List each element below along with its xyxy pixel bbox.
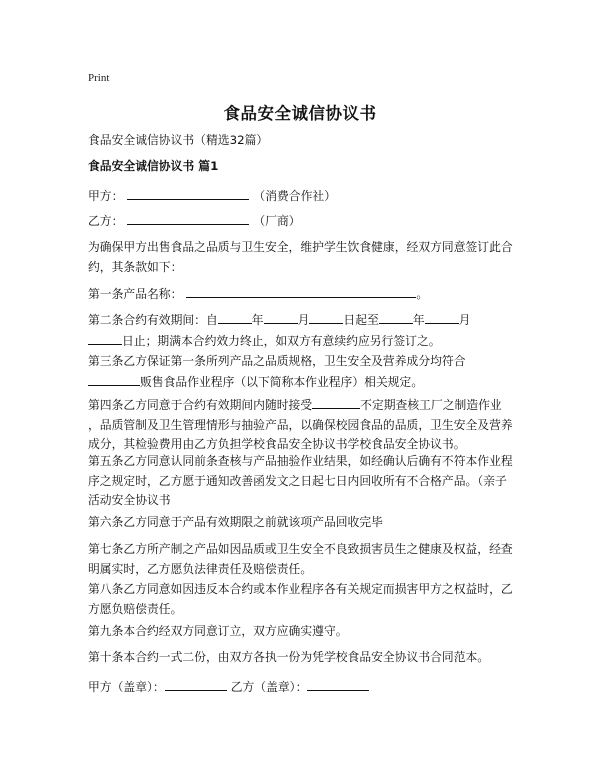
article-8 [88,580,518,619]
signature-line [88,677,518,698]
article-4-line [88,395,518,416]
intro-line: 为确保甲方出售食品之品质与卫生安全，维护学生饮食健康，经双方同意签订此合 [88,240,513,254]
article-4-text: 不定期查核工厂之制造作业 [360,398,502,412]
party-b-blank [127,211,249,225]
date-blank [218,310,252,324]
party-a-line [88,186,518,207]
article-8-line: 方愿负赔偿责任。 [88,601,183,616]
intro-paragraph [88,238,518,277]
article-10: 第十条本合约一式二份，由双方各执一份为凭学校食品安全协议书合同范本。 [88,650,490,664]
article-4-line: 成分，其检验费用由乙方负担学校食品安全协议书学校食品安全协议书。 [88,437,466,451]
article-1-end: 。 [416,287,429,301]
article-5-line: 活动安全协议书 [88,493,171,507]
party-a-value: （消费合作社） [253,189,336,203]
article-5-line: 第五条乙方同意认同前条查核与产品抽验作业结果，如经确认后确有不符本作业程 [88,454,513,468]
date-blank [88,331,122,345]
article-2-line-1 [88,310,518,331]
from-day-label: 日起至 [343,313,379,327]
date-blank [379,310,413,324]
regulation-blank [88,372,140,386]
year-label: 年 [412,313,425,327]
product-name-blank [186,284,416,298]
inspector-blank [312,395,360,409]
article-5 [88,452,518,511]
intro-line: 约，其条款如下： [88,259,183,274]
date-blank [264,310,298,324]
print-label[interactable]: Print [88,72,110,84]
party-b-seal-label: 乙方（盖章）： [230,680,308,694]
month-label: 月 [297,313,310,327]
party-a-label: 甲方： [88,189,124,203]
article-5-line: 序之规定时，乙方愿于通知改善函发文之日起七日内回收所有不合格产品。（亲子 [88,473,507,488]
article-2-text: 日止；期满本合约效力终止，如双方有意续约应另行签订之。 [122,333,441,348]
party-a-blank [127,186,249,200]
article-2-line-2 [88,331,518,352]
section-heading: 食品安全诚信协议书 篇1 [88,159,219,173]
party-a-seal-label: 甲方（盖章）： [88,680,165,694]
document-title: 食品安全诚信协议书 [223,104,377,123]
article-8-line: 第八条乙方同意如因违反本合约或本作业程序各有关规定而损害甲方之权益时，乙 [88,582,513,596]
party-a-seal-blank [165,677,227,691]
article-3 [88,352,518,392]
article-3-text: 贩售食品作业程序（以下简称本作业程序）相关规定。 [140,374,424,389]
article-2-text: 第二条合约有效期间：自 [88,313,218,327]
article-2 [88,310,518,351]
date-blank [309,310,343,324]
party-b-label: 乙方： [88,214,124,228]
article-3-line: 第三条乙方保证第一条所列产品之品质规格，卫生安全及营养成分均符合 [88,354,466,368]
article-7-line: 明属实时，乙方愿负法律责任及赔偿责任。 [88,561,313,576]
party-b-line [88,211,518,232]
article-7 [88,540,518,579]
article-6: 第六条乙方同意于产品有效期限之前就该项产品回收完毕 [88,515,383,529]
article-1-label: 第一条产品名称： [88,287,183,301]
party-b-seal-blank [307,677,369,691]
date-blank [425,310,459,324]
year-label: 年 [251,313,264,327]
article-3-line [88,372,518,393]
article-7-line: 第七条乙方所产制之产品如因品质或卫生安全不良致损害员生之健康及权益，经查 [88,542,513,556]
article-4 [88,395,518,455]
month-label: 月 [458,313,471,327]
article-4-line: ，品质管制及卫生管理情形与抽验产品，以确保校园食品的品质，卫生安全及营养 [88,417,513,432]
article-1 [88,284,518,305]
article-9: 第九条本合约经双方同意订立，双方应确实遵守。 [88,624,348,638]
article-4-text: 第四条乙方同意于合约有效期间内随时接受 [88,398,313,412]
subtitle: 食品安全诚信协议书（精选32篇） [88,133,269,147]
party-b-value: （厂商） [253,214,301,228]
